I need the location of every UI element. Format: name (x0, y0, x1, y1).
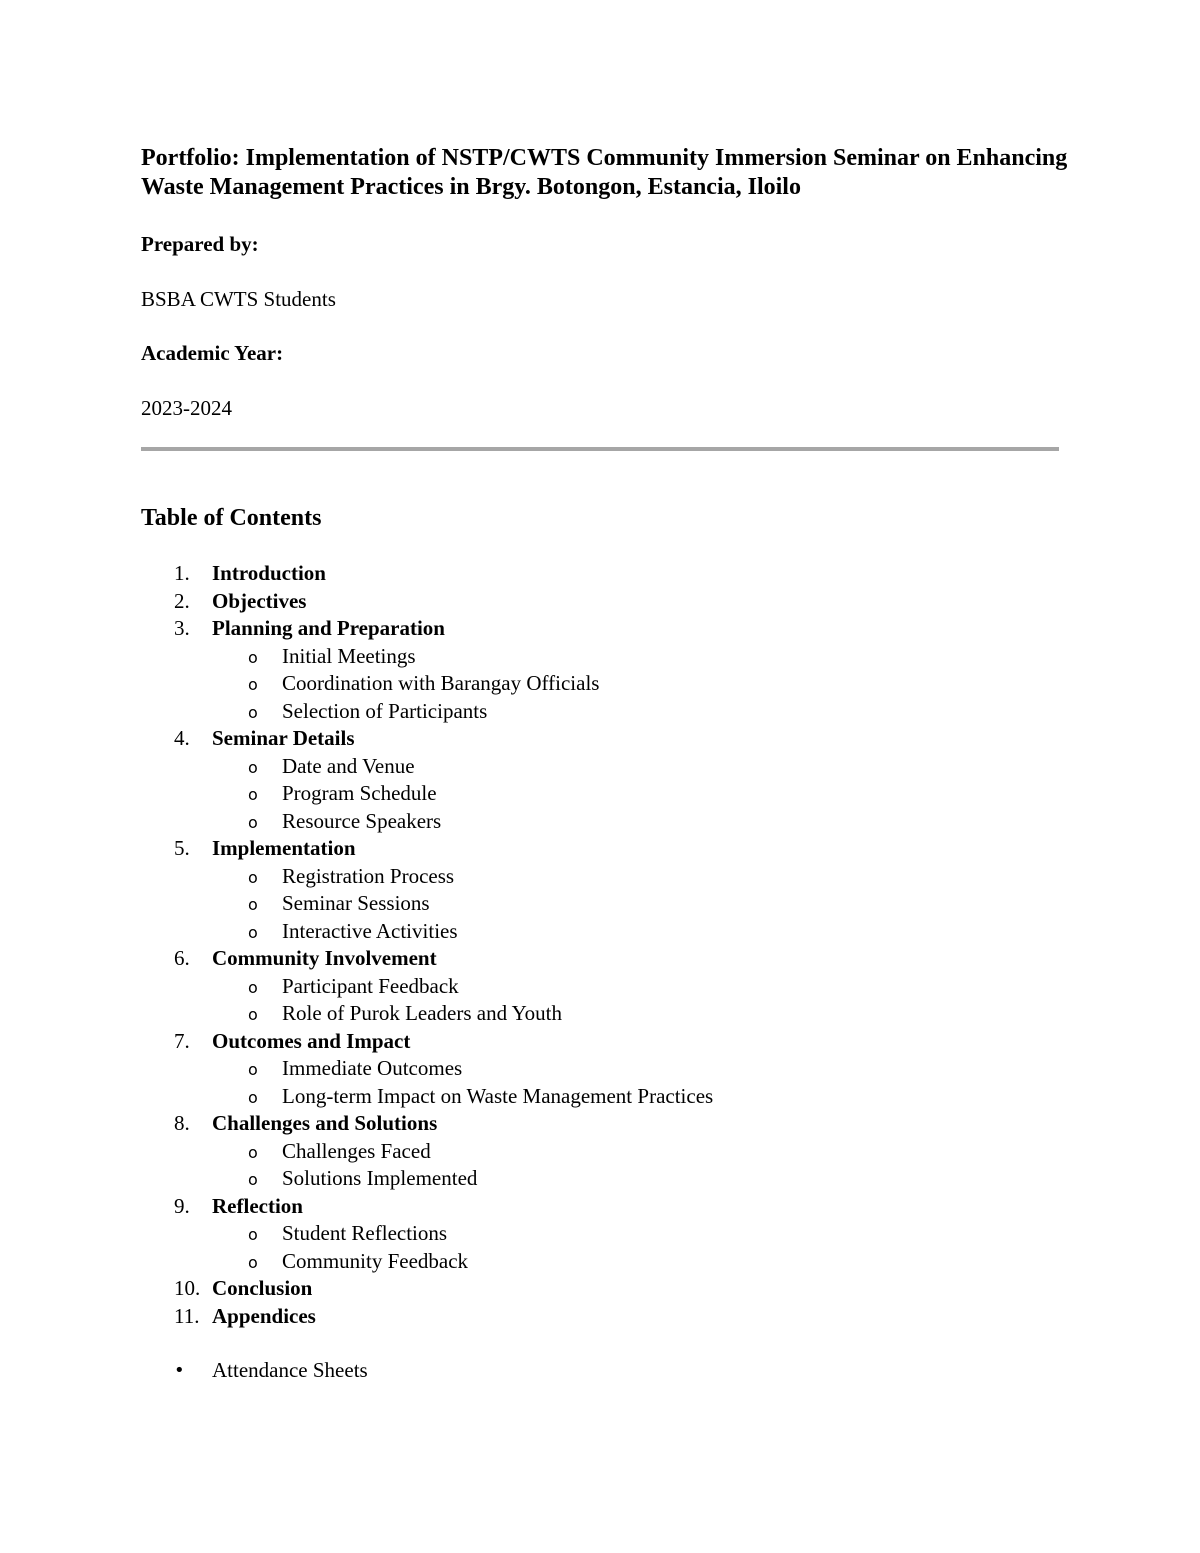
circle-bullet-icon: o (248, 1087, 258, 1107)
toc-section-number: 9. (174, 1193, 190, 1218)
toc-subitem-row (0, 863, 1200, 891)
toc-section-row (0, 1275, 1200, 1303)
circle-bullet-icon: o (248, 1005, 258, 1024)
toc-section-number: 3. (174, 616, 190, 640)
horizontal-divider (141, 447, 1059, 451)
toc-subitem-row (0, 1055, 1200, 1083)
academic-year-value: 2023-2024 (141, 396, 232, 420)
toc-subitem-label: Interactive Activities (282, 918, 458, 943)
toc-subitem-label: Initial Meetings (282, 643, 416, 668)
circle-bullet-icon: o (248, 1225, 258, 1244)
toc-section-title: Challenges and Solutions (212, 1111, 438, 1135)
circle-bullet-icon: o (248, 702, 258, 722)
toc-subitem-label: Student Reflections (282, 1221, 448, 1245)
toc-section-number: 7. (174, 1028, 190, 1053)
toc-subitem-label: Community Feedback (282, 1248, 469, 1273)
toc-section-number: 6. (174, 946, 190, 970)
toc-section-row (0, 725, 1200, 753)
toc-section-title: Planning and Preparation (212, 616, 445, 640)
toc-subitem-row (0, 808, 1200, 836)
toc-section-title: Outcomes and Impact (212, 1028, 411, 1053)
toc-subitem-label: Date and Venue (282, 753, 415, 778)
toc-section-title: Community Involvement (212, 946, 437, 970)
toc-section-row (0, 835, 1200, 863)
prepared-by-value: BSBA CWTS Students (141, 287, 336, 311)
toc-subitem-row (0, 643, 1200, 671)
toc-section-number: 8. (174, 1111, 190, 1135)
toc-subitem-label: Program Schedule (282, 781, 437, 805)
circle-bullet-icon: o (248, 1170, 258, 1189)
toc-subitem-label: Seminar Sessions (282, 891, 430, 915)
toc-subitem-row (0, 973, 1200, 1001)
toc-section-row (0, 1110, 1200, 1138)
toc-section-title: Objectives (212, 588, 307, 613)
circle-bullet-icon: o (248, 757, 258, 777)
document-title: Portfolio: Implementation of NSTP/CWTS Community Immersion Seminar on Enhancing Waste Management Practices in Brgy. Botongon, Estancia, Iloilo (141, 145, 1068, 200)
toc-section-title: Seminar Details (212, 726, 355, 750)
toc-subitem-row (0, 1248, 1200, 1276)
prepared-by-label: Prepared by: (141, 232, 259, 256)
toc-subitem-row (0, 1165, 1200, 1193)
toc-section-number: 4. (174, 726, 190, 750)
toc-section-number: 1. (174, 561, 190, 585)
toc-section-row (0, 1303, 1200, 1331)
appendix-item-label: Attendance Sheets (212, 1358, 368, 1382)
toc-section-number: 2. (174, 588, 190, 613)
toc-subitem-row (0, 1083, 1200, 1111)
toc-section-title: Conclusion (212, 1276, 313, 1300)
toc-section-row (0, 1028, 1200, 1056)
toc-subitem-row (0, 1220, 1200, 1248)
toc-section-row (0, 945, 1200, 973)
toc-subitem-label: Long-term Impact on Waste Management Practices (282, 1083, 714, 1108)
bullet-dot-icon: • (174, 1360, 185, 1381)
toc-subitem-row (0, 1000, 1200, 1028)
circle-bullet-icon: o (248, 867, 258, 887)
toc-subitem-row (0, 698, 1200, 726)
toc-section-number: 11. (174, 1303, 200, 1328)
toc-subitem-label: Immediate Outcomes (282, 1056, 463, 1080)
toc-section-row (0, 560, 1200, 588)
circle-bullet-icon: o (248, 1252, 258, 1272)
toc-section-row (0, 615, 1200, 643)
toc-subitem-row (0, 890, 1200, 918)
toc-subitem-label: Solutions Implemented (282, 1166, 478, 1190)
circle-bullet-icon: o (248, 812, 258, 832)
table-of-contents (0, 560, 1200, 1330)
toc-section-title: Introduction (212, 561, 326, 585)
toc-subitem-row (0, 918, 1200, 946)
toc-subitem-label: Registration Process (282, 863, 455, 888)
circle-bullet-icon: o (248, 895, 258, 914)
toc-section-row (0, 588, 1200, 616)
toc-section-number: 10. (174, 1276, 201, 1300)
appendix-list-item (0, 1357, 1200, 1385)
toc-heading: Table of Contents (141, 505, 322, 531)
toc-section-title: Appendices (212, 1303, 316, 1328)
circle-bullet-icon: o (248, 647, 258, 667)
toc-subitem-label: Coordination with Barangay Officials (282, 671, 600, 695)
circle-bullet-icon: o (248, 922, 258, 942)
toc-section-number: 5. (174, 836, 190, 860)
circle-bullet-icon: o (248, 675, 258, 694)
toc-subitem-label: Challenges Faced (282, 1138, 431, 1163)
toc-section-row (0, 1193, 1200, 1221)
circle-bullet-icon: o (248, 1142, 258, 1162)
toc-section-title: Implementation (212, 836, 356, 860)
toc-section-title: Reflection (212, 1193, 303, 1218)
toc-subitem-row (0, 670, 1200, 698)
circle-bullet-icon: o (248, 1060, 258, 1079)
toc-subitem-label: Selection of Participants (282, 698, 488, 723)
toc-subitem-label: Participant Feedback (282, 973, 459, 998)
toc-subitem-row (0, 780, 1200, 808)
academic-year-label: Academic Year: (141, 341, 284, 365)
circle-bullet-icon: o (248, 785, 258, 804)
toc-subitem-row (0, 1138, 1200, 1166)
circle-bullet-icon: o (248, 977, 258, 997)
toc-subitem-label: Role of Purok Leaders and Youth (282, 1001, 562, 1025)
toc-subitem-row (0, 753, 1200, 781)
toc-subitem-label: Resource Speakers (282, 808, 442, 833)
